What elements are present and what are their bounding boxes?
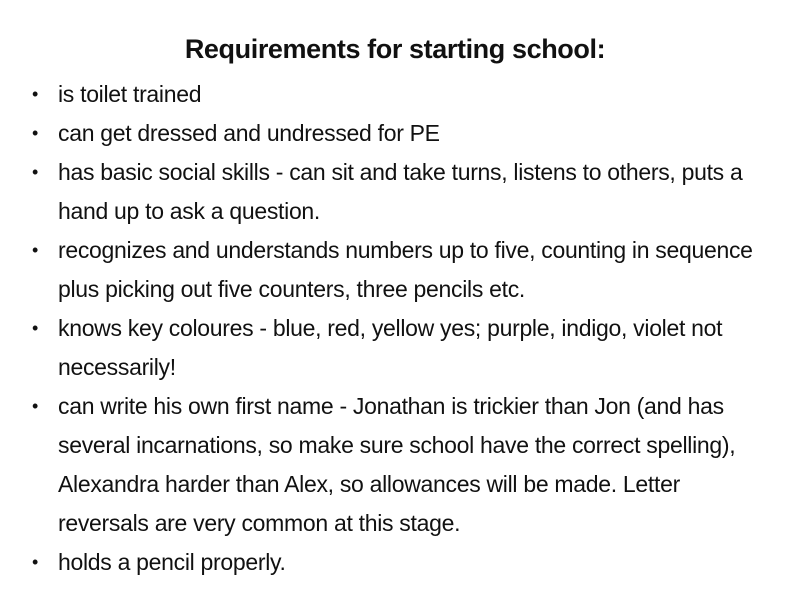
list-item-text: has basic social skills - can sit and take turns, listens to others, puts a hand up to ask a question. — [58, 159, 743, 224]
list-item-text: holds a pencil properly. — [58, 549, 286, 575]
bullet-icon: • — [31, 123, 38, 143]
list-item-text: recognizes and understands numbers up to five, counting in sequence plus picking out five counters, three pencils etc. — [58, 237, 753, 302]
list-item — [24, 231, 764, 309]
bullet-icon: • — [31, 318, 38, 338]
list-item — [24, 114, 764, 153]
list-item-text: can get dressed and undressed for PE — [58, 120, 440, 146]
list-item-text: can write his own first name - Jonathan is trickier than Jon (and has several incarnations, so make sure school have the correct spelling), Alexandra harder than Alex, so allowances will be made. Letter reversals are very common at this stage. — [58, 393, 736, 536]
list-item — [24, 153, 764, 231]
bullet-icon: • — [31, 84, 38, 104]
list-item — [24, 387, 764, 543]
bullet-icon: • — [31, 240, 38, 260]
bullet-icon: • — [31, 396, 38, 416]
list-item — [24, 309, 764, 387]
bullet-icon: • — [31, 552, 38, 572]
bullet-icon: • — [31, 162, 38, 182]
list-item-text: knows key coloures - blue, red, yellow yes; purple, indigo, violet not necessarily! — [58, 315, 723, 380]
list-item — [24, 543, 764, 582]
slide-title: Requirements for starting school: — [184, 34, 606, 64]
requirements-list — [24, 75, 764, 582]
list-item-text: is toilet trained — [58, 81, 202, 107]
list-item — [24, 75, 764, 114]
